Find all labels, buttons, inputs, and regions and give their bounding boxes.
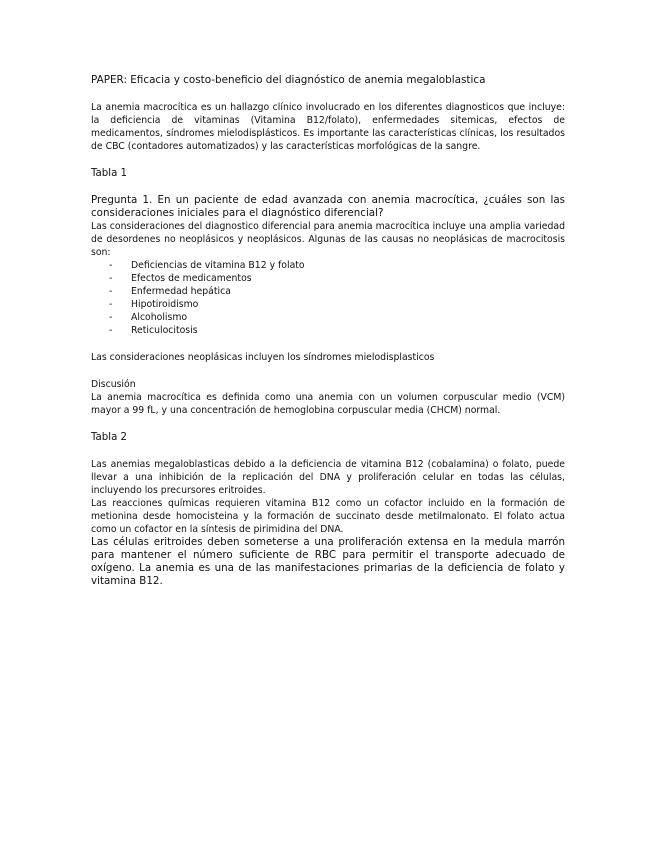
tabla-1-label: Tabla 1 [91, 168, 128, 179]
document-title: PAPER: Eficacia y costo-beneficio del diagnóstico de anemia megaloblastica [91, 74, 486, 86]
list-item-text: Reticulocitosis [131, 325, 198, 336]
bullet-dash: - [109, 260, 113, 271]
list-item [109, 259, 565, 272]
intro-paragraph: La anemia macrocítica es un hallazgo clínico involucrado en los diferentes diagnosticos que incluye: la deficiencia de vitaminas (Vitamina B12/folato), enfermedades sitemicas, efectos de medicamentos, síndromes mielodisplásticos. Es importante las características clínicas, los resultados de CBC (contadores automatizados) y las características morfológicas de la sangre. [91, 102, 565, 152]
list-item-text: Hipotiroidismo [131, 299, 199, 310]
document-page [91, 74, 565, 588]
cells-paragraph: Las células eritroides deben someterse a una proliferación extensa en la medula marrón para mantener el número suficiente de RBC para permitir el transporte adecuado de oxígeno. La anemia es una de las manifestaciones primarias de la deficiencia de folato y vitamina B12. [91, 536, 565, 587]
bullet-dash: - [109, 325, 113, 336]
reactions-paragraph: Las reacciones químicas requieren vitamina B12 como un cofactor incluido en la formación de metionina desde homocisteina y la formación de succinato desde metilmalonato. El folato actua como un cofactor en la síntesis de pirimidina del DNA. [91, 498, 565, 535]
bullet-dash: - [109, 312, 113, 323]
bullet-dash: - [109, 299, 113, 310]
discussion-paragraph: La anemia macrocítica es definida como una anemia con un volumen corpuscular medio (VCM) mayor a 99 fL, y una concentración de hemoglobina corpuscular media (CHCM) normal. [91, 392, 565, 416]
neoplastic-paragraph: Las consideraciones neoplásicas incluyen los síndromes mielodisplasticos [91, 352, 435, 363]
list-item-text: Enfermedad hepática [131, 286, 231, 297]
list-item-text: Deficiencias de vitamina B12 y folato [131, 260, 305, 271]
list-item-text: Alcoholismo [131, 312, 188, 323]
list-item [109, 298, 565, 311]
bullet-dash: - [109, 286, 113, 297]
tabla-2-label: Tabla 2 [91, 432, 128, 443]
discussion-heading: Discusión [91, 379, 136, 390]
list-item-text: Efectos de medicamentos [131, 273, 252, 284]
megaloblastic-paragraph: Las anemias megaloblasticas debido a la deficiencia de vitamina B12 (cobalamina) o folato, puede llevar a una inhibición de la replicación del DNA y proliferación celular en todas las células, incluyendo los precursores eritroides. [91, 459, 565, 496]
causes-list [91, 259, 565, 337]
list-item [109, 272, 565, 285]
bullet-dash: - [109, 273, 113, 284]
list-item [109, 324, 565, 337]
list-item [109, 311, 565, 324]
answer-1-paragraph: Las consideraciones del diagnostico diferencial para anemia macrocítica incluye una amplia variedad de desordenes no neoplásicos y neoplásicos. Algunas de las causas no neoplásicas de macrocitosis son: [91, 221, 565, 258]
list-item [109, 285, 565, 298]
question-1: Pregunta 1. En un paciente de edad avanzada con anemia macrocítica, ¿cuáles son las consideraciones iniciales para el diagnóstico diferencial? [91, 194, 565, 219]
